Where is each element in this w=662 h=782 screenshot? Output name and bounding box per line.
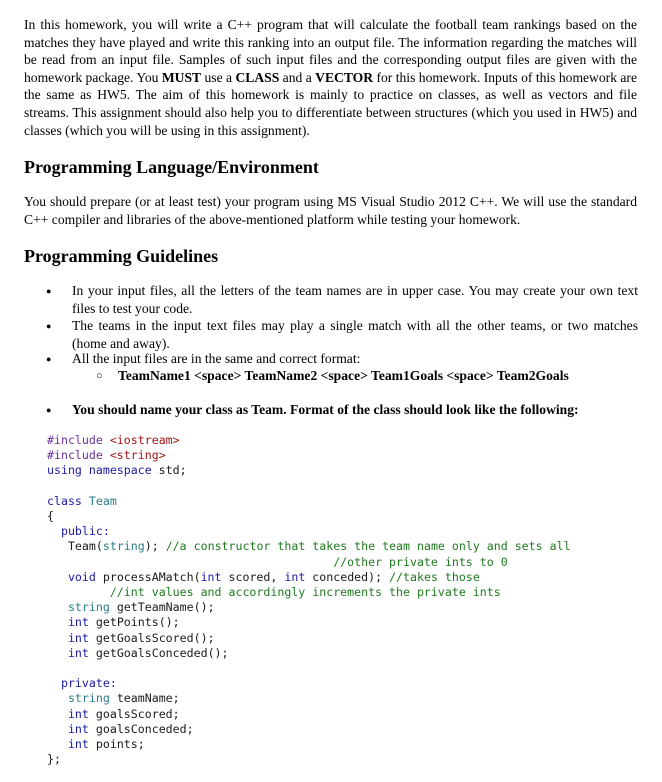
code-line: string teamName; <box>67 691 180 706</box>
code-line: int points; <box>67 737 145 752</box>
bullet-item: The teams in the input text files may play a single match with all the other teams, or two matches (home and away). <box>72 318 638 351</box>
code-line: using namespace std; <box>47 463 187 478</box>
code-line: int getGoalsScored(); <box>67 630 215 645</box>
code-line: Team(string); //a constructor that takes the team name only and sets all <box>67 539 571 554</box>
code-line: private: <box>60 676 117 691</box>
code-line: int goalsConceded; <box>67 721 194 736</box>
bullet-dot-icon: ● <box>46 405 52 415</box>
intro-paragraph: In this homework, you will write a C++ program that will calculate the football team rankings based on the matches they have played and write this ranking into an output file. The information regarding the matches will be read from an input file. Samples of such input files and the corresponding output files are given with the homework package. You MUST use a CLASS and a VECTOR for this homework. Inputs of this homework are the same as HW5. The aim of this homework is mainly to practice on classes, as well as vectors and file streams. This assignment should also help you to differentiate between structures (which you used in HW5) and classes (which you will be using in this assignment). <box>24 17 637 138</box>
bullet-item-class-name: You should name your class as Team. Format of the class should look like the following: <box>72 402 579 417</box>
environment-paragraph: You should prepare (or at least test) your program using MS Visual Studio 2012 C++. We will use the standard C++ compiler and libraries of the above-mentioned platform while testing your homework. <box>24 194 637 227</box>
code-line: { <box>47 509 54 524</box>
bullet-dot-icon: ● <box>46 354 52 364</box>
section-heading-environment: Programming Language/Environment <box>24 157 319 177</box>
bullet-item: In your input files, all the letters of the team names are in upper case. You may create your own text files to test your code. <box>72 283 638 316</box>
must-emphasis: MUST <box>161 69 202 85</box>
code-line: string getTeamName(); <box>67 600 215 615</box>
code-line: #include <string> <box>47 448 166 463</box>
code-line: #include <iostream> <box>47 433 180 447</box>
code-line: int getPoints(); <box>67 615 180 630</box>
code-line: }; <box>47 752 61 767</box>
code-line: int goalsScored; <box>67 706 180 721</box>
bullet-dot-icon: ● <box>46 286 52 296</box>
code-line: int getGoalsConceded(); <box>67 645 229 660</box>
class-emphasis: CLASS <box>235 69 280 85</box>
input-format-line: TeamName1 <space> TeamName2 <space> Team1Goals <space> Team2Goals <box>118 368 569 383</box>
section-heading-guidelines: Programming Guidelines <box>24 246 219 266</box>
code-line: //other private ints to 0 <box>333 554 508 569</box>
sub-bullet-circle-icon: ○ <box>96 370 103 382</box>
code-line: //int values and accordingly increments the private ints <box>109 585 501 600</box>
code-line: void processAMatch(int scored, int conceded); //takes those <box>67 569 480 584</box>
vector-emphasis: VECTOR <box>315 69 374 85</box>
code-line: public: <box>60 524 110 539</box>
bullet-dot-icon: ● <box>46 321 52 331</box>
code-line: class Team <box>47 493 117 508</box>
code-block <box>47 433 571 767</box>
bullet-item: All the input files are in the same and correct format: <box>72 351 361 366</box>
